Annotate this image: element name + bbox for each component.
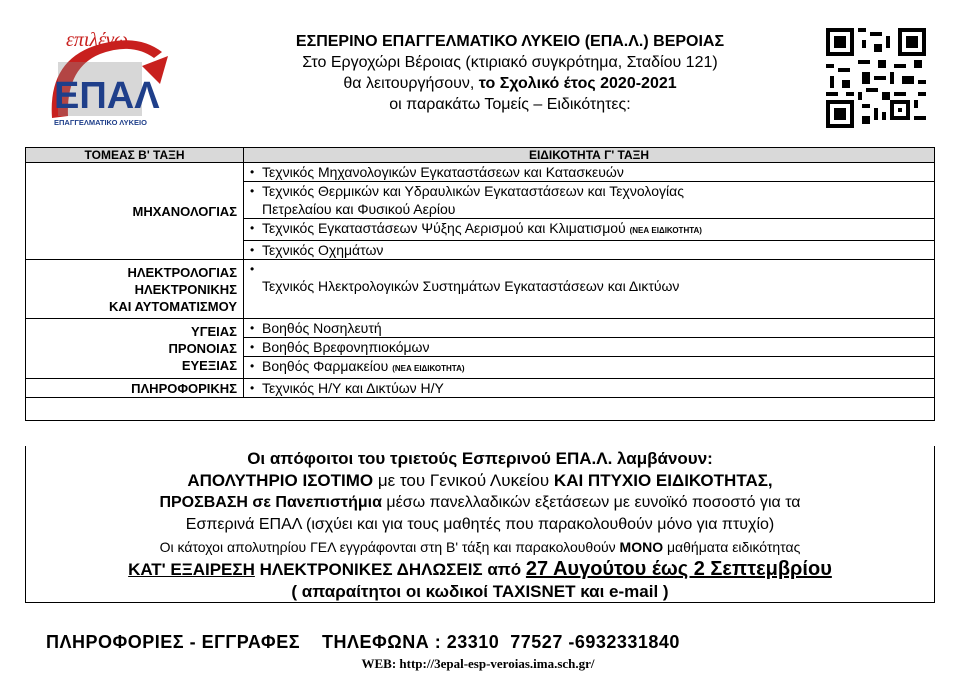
school-year-line (190, 73, 830, 94)
sectors-table (25, 147, 935, 421)
specialty-item: • Βοηθός Νοσηλευτή (244, 319, 935, 338)
specialty-text: Βοηθός Φαρμακείου (262, 358, 389, 374)
applications-text: ΗΛΕΚΤΡΟΝΙΚΕΣ ΔΗΛΩΣΕΙΣ από (254, 560, 526, 579)
electronic-applications-line (26, 558, 934, 581)
access-normal: μέσω πανελλαδικών εξετάσεων με ευνοϊκό ποσοστό για τα (381, 494, 801, 511)
specialty-item: • Βοηθός Βρεφονηπιοκόμων (244, 338, 935, 357)
application-dates: 27 Αυγούτου έως 2 Σεπτεμβρίου (525, 558, 832, 580)
specialty-item: • Τεχνικός Οχημάτων (244, 241, 935, 260)
diploma-line (26, 470, 934, 492)
specialty-item: • Τεχνικός Η/Υ και Δικτύων Η/Υ (244, 379, 935, 398)
specialty-item (244, 182, 935, 219)
col-header-specialty: ΕΙΔΙΚΟΤΗΤΑ Γ' ΤΑΞΗ (244, 148, 935, 163)
logo-sub-text: ΕΠΑΓΓΕΛΜΑΤΙΚΟ ΛΥΚΕΙΟ (54, 118, 147, 127)
specialty-item (244, 357, 935, 379)
sector-name-line: ΕΥΕΞΙΑΣ (181, 358, 237, 373)
specialty-text-cont: Πετρελαίου και Φυσικού Αερίου (262, 201, 456, 217)
sector-name-line: ΗΛΕΚΤΡΟΝΙΚΗΣ (134, 281, 237, 297)
gel-pre: Οι κάτοχοι απολυτηρίου ΓΕΛ εγγράφονται στη Β' τάξη και παρακολουθούν (159, 539, 620, 555)
applies-line: Εσπερινά ΕΠΑΛ (ισχύει και για τους μαθητές που παρακολουθούν μόνο για πτυχίο) (185, 516, 775, 533)
sector-name-line: ΚΑΙ ΑΥΤΟΜΑΤΙΣΜΟΥ (109, 298, 237, 314)
specialty-text: Τεχνικός Εγκαταστάσεων Ψύξης Αερισμού και Κλιματισμού (262, 220, 626, 236)
table-row (26, 379, 935, 398)
graduates-heading: Οι απόφοιτοι του τριετούς Εσπερινού ΕΠΑ.Λ. λαμβάνουν: (247, 449, 713, 468)
contact-phones: ΠΛΗΡΟΦΟΡΙΕΣ - ΕΓΓΡΑΦΕΣ ΤΗΛΕΦΩΝΑ : 23310 77527 -6932331840 (46, 632, 680, 652)
exception-text: ΚΑΤ' ΕΞΑΙΡΕΣΗ (128, 560, 255, 579)
table-row (26, 319, 935, 338)
sector-informatics: ΠΛΗΡΟΦΟΡΙΚΗΣ (26, 379, 244, 398)
sector-name-line: ΗΛΕΚΤΡΟΛΟΓΙΑΣ (127, 264, 237, 280)
school-year-pre: θα λειτουργήσουν, (343, 75, 479, 92)
sector-electrical (26, 260, 244, 319)
new-specialty-note: (ΝΕΑ ΕΙΔΙΚΟΤΗΤΑ) (629, 226, 702, 235)
university-access-line (26, 492, 934, 514)
diploma-bold: ΑΠΟΛΥΤΗΡΙΟ ΙΣΟΤΙΜΟ (187, 471, 374, 490)
sector-name-line: ΥΓΕΙΑΣ (191, 324, 237, 339)
sector-mechanical: ΜΗΧΑΝΟΛΟΓΙΑΣ (26, 163, 244, 260)
col-header-sector: ΤΟΜΕΑΣ Β' ΤΑΞΗ (26, 148, 244, 163)
access-bold: ΠΡΟΣΒΑΣΗ σε Πανεπιστήμια (159, 494, 382, 511)
specialty-text: Τεχνικός Θερμικών και Υδραυλικών Εγκαταστάσεων και Τεχνολογίας (262, 183, 684, 199)
gel-only: ΜΟΝΟ (619, 539, 664, 555)
header-block (190, 31, 830, 115)
table-row (26, 260, 935, 319)
degree-bold: ΚΑΙ ΠΤΥΧΙΟ ΕΙΔΙΚΟΤΗΤΑΣ, (553, 471, 773, 490)
table-row (26, 163, 935, 182)
empty-cell (26, 398, 935, 421)
graduates-info-box (25, 446, 935, 603)
sector-health (26, 319, 244, 379)
logo-script-text: επιλέγω (66, 29, 129, 51)
credentials-note: ( απαραίτητοι οι κωδικοί TAXISNET και e-mail ) (291, 582, 669, 601)
specialty-item: • Τεχνικός Μηχανολογικών Εγκαταστάσεων και Κατασκευών (244, 163, 935, 182)
specialty-item (244, 219, 935, 241)
school-address: Στο Εργοχώρι Βέροιας (κτιριακό συγκρότημα, Σταδίου 121) (302, 54, 718, 71)
table-empty-row (26, 398, 935, 421)
sector-name-line: ΠΡΟΝΟΙΑΣ (168, 341, 237, 356)
logo-main-text: ΕΠΑΛ (54, 75, 160, 117)
table-header-row (26, 148, 935, 163)
sectors-intro: οι παρακάτω Τομείς – Ειδικότητες: (389, 96, 631, 113)
new-specialty-note: (ΝΕΑ ΕΙΔΙΚΟΤΗΤΑ) (392, 364, 465, 373)
specialty-item (244, 260, 935, 319)
website-link[interactable]: WEB: http://3epal-esp-veroias.ima.sch.gr/ (361, 656, 595, 671)
qr-code-icon (826, 28, 926, 128)
gel-post: μαθήματα ειδικότητας (663, 539, 801, 555)
specialty-text: Τεχνικός Ηλεκτρολογικών Συστημάτων Εγκαταστάσεων και Δικτύων (262, 278, 680, 294)
school-year: το Σχολικό έτος 2020-2021 (478, 75, 677, 92)
school-title: ΕΣΠΕΡΙΝΟ ΕΠΑΓΓΕΛΜΑΤΙΚΟ ΛΥΚΕΙΟ (ΕΠΑ.Λ.) ΒΕΡΟΙΑΣ (295, 33, 725, 50)
diploma-normal: με του Γενικού Λυκείου (373, 471, 554, 490)
gel-holders-line (26, 536, 934, 558)
epal-logo (44, 22, 174, 134)
